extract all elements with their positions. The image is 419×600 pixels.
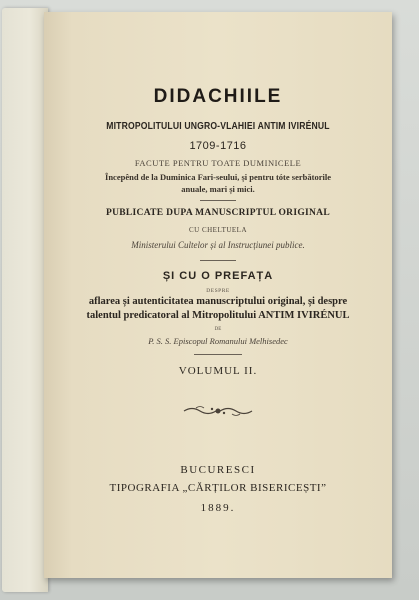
year-line: 1889. [200, 502, 236, 514]
printer-line: TIPOGRAFIA „CĂRȚILOR BISERICEȘTI” [109, 482, 327, 494]
title-page [44, 12, 392, 578]
divider-rule [200, 260, 236, 261]
aflarea-line-1: aflarea și autenticitatea manuscriptului original, și despre [88, 296, 348, 307]
book-title: DIDACHIILE [153, 86, 283, 107]
author-line: P. S. S. Episcopul Romanului Melhisedec [148, 336, 288, 346]
incepand-line-1: Începênd de la Duminica Fari-seului, și pentru tóte serbătorile [105, 172, 331, 182]
despre-word: DESPRE [206, 288, 230, 294]
de-word: DE [214, 327, 222, 332]
decorative-ornament-icon [182, 404, 254, 418]
facute-line: FACUTE PENTRU TOATE DUMINICELE [134, 158, 302, 168]
volume-label: VOLUMUL II. [178, 365, 258, 377]
prefata-heading: ȘI CU O PREFAȚA [162, 270, 274, 282]
book-subtitle: MITROPOLITULUI UNGRO-VLAHIEI ANTIM IVIRÉNUL [106, 120, 330, 132]
city-line: BUCURESCI [180, 464, 256, 476]
incepand-line-2: anuale, mari și mici. [181, 184, 255, 194]
previous-page-edge [2, 8, 48, 592]
ministerul-line: Ministerului Cultelor și al Instrucțiunei publice. [131, 240, 305, 250]
divider-rule [200, 200, 236, 201]
cu-cheltuiala-line: CU CHELTUELA [188, 226, 248, 234]
publicate-line: PUBLICATE DUPA MANUSCRIPTUL ORIGINAL [106, 208, 330, 218]
aflarea-line-2: talentul predicatoral al Mitropolitului ANTIM IVIRÉNUL [86, 310, 350, 321]
divider-rule [194, 354, 242, 355]
years-range: 1709-1716 [189, 140, 247, 152]
